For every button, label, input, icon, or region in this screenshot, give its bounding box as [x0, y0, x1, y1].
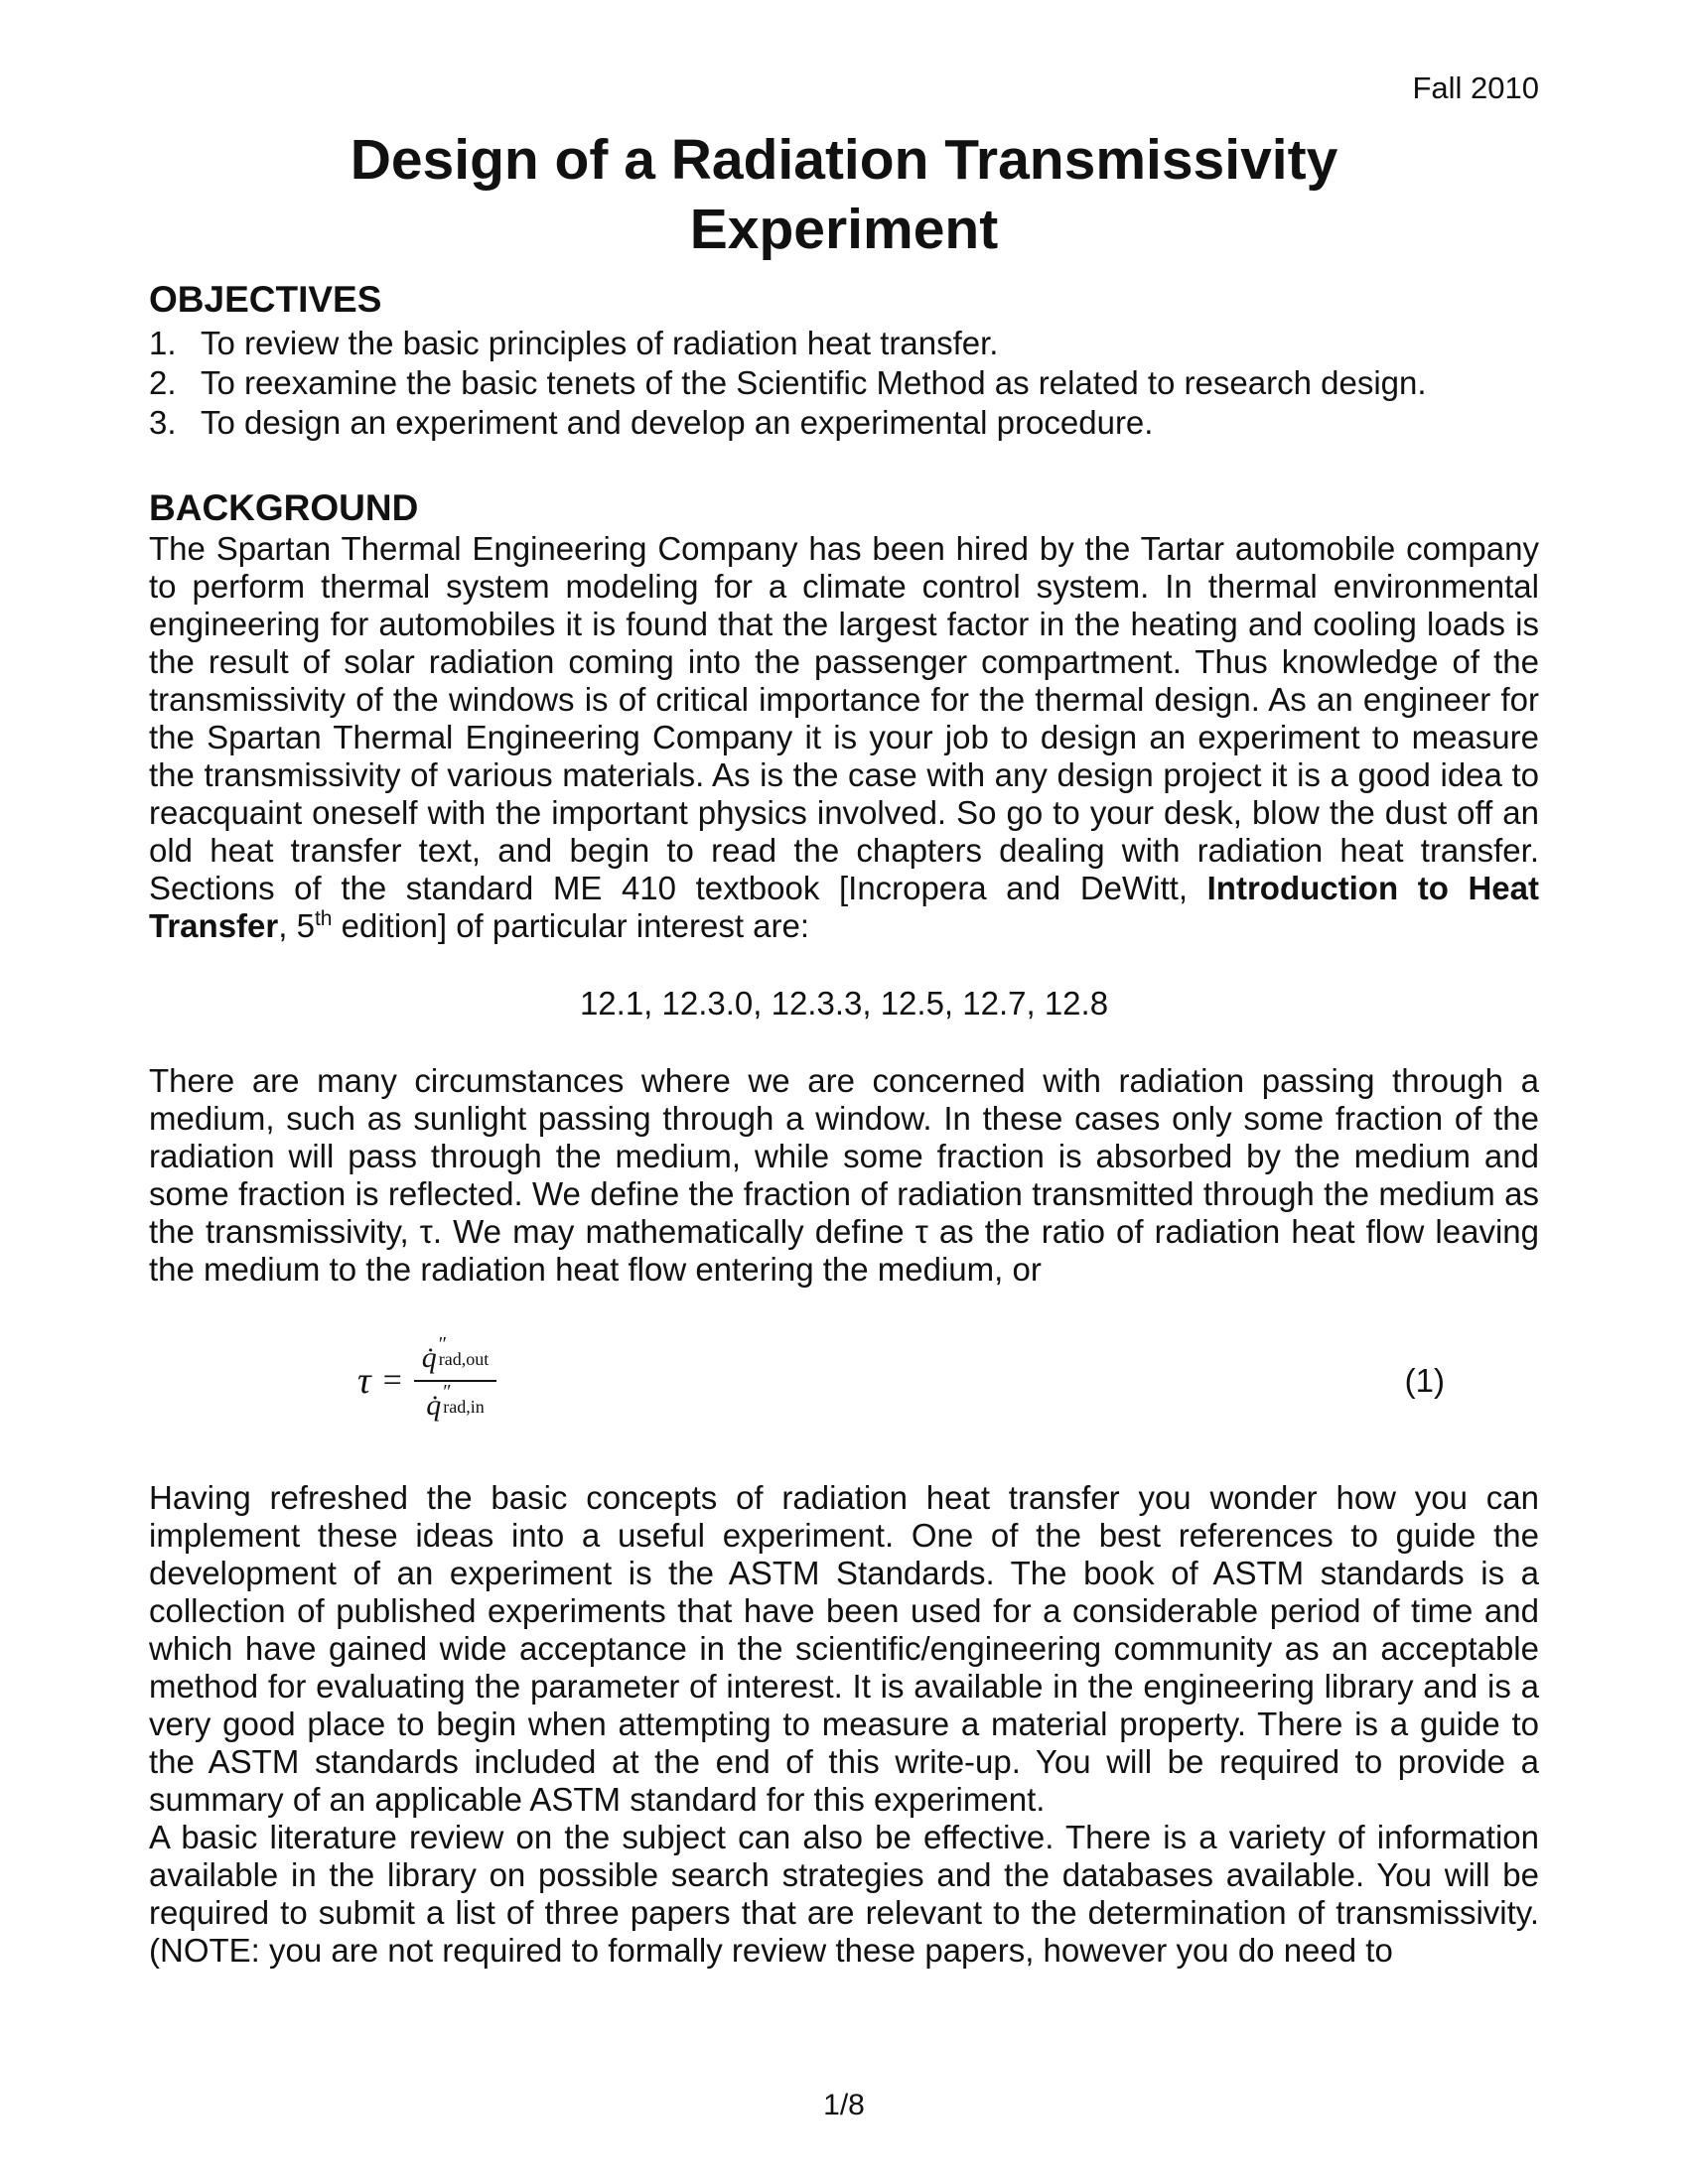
objective-number: 2. [149, 364, 177, 401]
superscript-subscript-stack [438, 1333, 490, 1369]
objective-number: 1. [149, 325, 177, 361]
tau-symbol: τ [357, 1360, 371, 1402]
q-dot-symbol: q̇ [426, 1389, 442, 1422]
equals-sign: = [382, 1362, 402, 1399]
subscript-rad-in: rad,in [443, 1397, 485, 1417]
paragraph-text: The Spartan Thermal Engineering Company has been hired by the Tartar automobile company to perform thermal system modeling for a climate control system. In thermal environmental engineering for automobiles it is found that the largest factor in the heating and cooling loads is the result of solar radiation coming into the passenger compartment. Thus knowledge of the transmissivity of the windows is of critical importance for the thermal design. As an engineer for the Spartan Thermal Engineering Company it is your job to design an experiment to measure the transmissivity of various materials. As is the case with any design project it is a good idea to reacquaint oneself with the important physics involved. So go to your desk, blow the dust off an old heat transfer text, and begin to read the chapters dealing with radiation heat transfer. Sections of the standard ME 410 textbook [Incropera and DeWitt, [149, 530, 1539, 906]
subscript-rad-out: rad,out [438, 1349, 490, 1369]
equation-body [357, 1333, 496, 1424]
objective-item-3 [149, 403, 1539, 443]
superscript-subscript-stack [443, 1381, 485, 1417]
book-title: Introduction to Heat Transfer [149, 870, 1539, 944]
background-paragraph-3: Having refreshed the basic concepts of radiation heat transfer you wonder how you can implement these ideas into a useful experiment. One of the best references to guide the development of an experiment is the ASTM Standards. The book of ASTM standards is a collection of published experiments that have been used for a considerable period of time and which have gained wide acceptance in the scientific/engineering community as an acceptable method for evaluating the parameter of interest. It is available in the engineering library and is a very good place to begin when attempting to measure a material property. There is a guide to the ASTM standards included at the end of this write-up. You will be required to provide a summary of an applicable ASTM standard for this experiment. [149, 1479, 1539, 1818]
q-dot-symbol: q̇ [421, 1341, 437, 1374]
heat-flux-out-term [421, 1333, 490, 1374]
background-paragraph-1 [149, 530, 1539, 945]
background-paragraph-4: A basic literature review on the subject can also be effective. There is a variety of information available in the library on possible search strategies and the databases available. You will be required to submit a list of three papers that are relevant to the determination of transmissivity. (NOTE: you are not required to formally review these papers, however you do need to [149, 1819, 1539, 1969]
objective-text: To review the basic principles of radiation heat transfer. [201, 325, 999, 361]
objective-text: To reexamine the basic tenets of the Scientific Method as related to research design. [201, 364, 1427, 401]
fraction-numerator [414, 1333, 496, 1382]
objective-text: To design an experiment and develop an experimental procedure. [201, 404, 1154, 441]
objective-item-1 [149, 324, 1539, 363]
textbook-sections-list: 12.1, 12.3.0, 12.3.3, 12.5, 12.7, 12.8 [579, 985, 1109, 1022]
fraction-denominator [418, 1382, 492, 1424]
page-number: 1/8 [823, 2089, 865, 2121]
paragraph-text: , 5 [278, 907, 315, 944]
background-heading: BACKGROUND [149, 487, 419, 528]
objectives-list [149, 324, 1539, 443]
fraction [414, 1333, 496, 1424]
double-prime: ″ [443, 1381, 452, 1403]
heat-flux-in-term [426, 1381, 485, 1422]
equation-number: (1) [1404, 1362, 1445, 1399]
page-title-line2: Experiment [689, 198, 999, 261]
page-title [149, 125, 1539, 264]
double-prime: ″ [438, 1333, 448, 1355]
paragraph-text: edition] of particular interest are: [332, 907, 810, 944]
equation-1-row [149, 1333, 1539, 1424]
page-title-line1: Design of a Radiation Transmissivity [350, 128, 1338, 192]
background-paragraph-2: There are many circumstances where we are concerned with radiation passing through a medium, such as sunlight passing through a window. In these cases only some fraction of the radiation will pass through the medium, while some fraction is absorbed by the medium and some fraction is reflected. We define the fraction of radiation transmitted through the medium as the transmissivity, τ. We may mathematically define τ as the ratio of radiation heat flow leaving the medium to the radiation heat flow entering the medium, or [149, 1062, 1539, 1288]
objectives-heading: OBJECTIVES [149, 279, 382, 320]
header-date: Fall 2010 [1412, 70, 1539, 105]
objective-number: 3. [149, 404, 177, 441]
ordinal-superscript: th [314, 907, 333, 930]
objective-item-2 [149, 363, 1539, 403]
